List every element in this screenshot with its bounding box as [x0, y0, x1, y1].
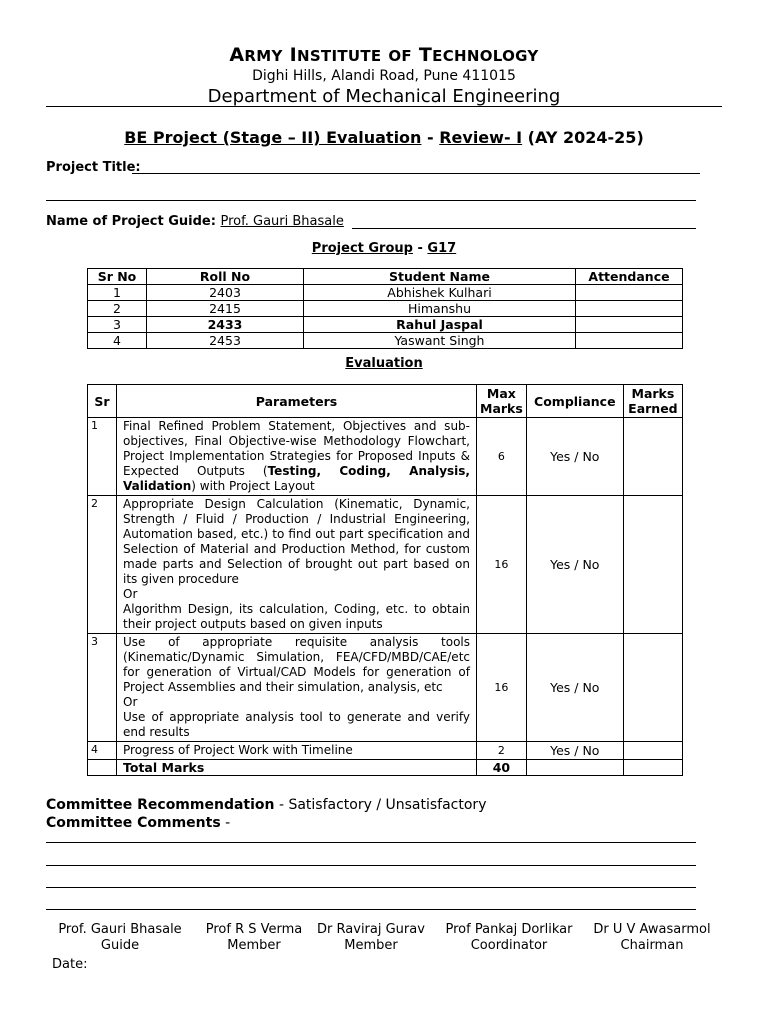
parameter-cell: Appropriate Design Calculation (Kinematic, Dynamic, Strength / Fluid / Production / Industrial Engineering, Automation based, etc.) to find out part specification and Selection of Material and Production Method, for custom made parts and Selection of brought out part based on its given procedure Or Algorithm Design, its calculation, Coding, etc. to obtain their project outputs based on given inputs: [117, 496, 477, 634]
eval-header-row: [88, 385, 683, 418]
attendance-cell[interactable]: [576, 301, 683, 317]
signature-chairman: Dr U V Awasarmol Chairman: [593, 922, 711, 953]
students-table: [87, 268, 683, 349]
sr-cell: 2: [88, 301, 147, 317]
max-marks-cell: 16: [477, 496, 527, 634]
parameter-cell: Final Refined Problem Statement, Objectives and sub-objectives, Final Objective-wise Methodology Flowchart, Project Implementation Strategies for Proposed Inputs & Expected Outputs (Testing, Coding, Analysis, Validation) with Project Layout: [117, 418, 477, 496]
project-title-label: Project Title:: [46, 160, 141, 175]
guide-line: [352, 228, 696, 229]
students-header-row: [88, 269, 683, 285]
project-title-line-1[interactable]: [132, 173, 700, 174]
roll-cell: 2453: [147, 333, 304, 349]
marks-earned-cell[interactable]: [623, 634, 682, 742]
max-marks-cell: 16: [477, 634, 527, 742]
sr-cell: 3: [88, 634, 117, 742]
compliance-cell[interactable]: Yes / No: [526, 496, 623, 634]
comments-line-4[interactable]: [46, 909, 696, 910]
name-cell: Rahul Jaspal: [304, 317, 576, 333]
total-value: 40: [477, 760, 527, 776]
roll-cell: 2433: [147, 317, 304, 333]
attendance-cell[interactable]: [576, 333, 683, 349]
name-cell: Himanshu: [304, 301, 576, 317]
marks-earned-cell[interactable]: [623, 496, 682, 634]
guide-label: Name of Project Guide:: [46, 214, 216, 229]
table-row: [88, 285, 683, 301]
compliance-cell[interactable]: Yes / No: [526, 742, 623, 760]
comments-line-2[interactable]: [46, 865, 696, 866]
comments-line-1[interactable]: [46, 842, 696, 843]
guide-value: Prof. Gauri Bhasale: [220, 214, 344, 229]
compliance-cell[interactable]: Yes / No: [526, 418, 623, 496]
institute-address: Dighi Hills, Alandi Road, Pune 411015: [252, 68, 516, 84]
parameter-cell: Use of appropriate requisite analysis tools (Kinematic/Dynamic Simulation, FEA/CFD/MBD/CAE/etc for generation of Virtual/CAD Models for generation of Project Assemblies and their simulation, analysis, etc Or Use of appropriate analysis tool to generate and verify end results: [117, 634, 477, 742]
roll-cell: 2403: [147, 285, 304, 301]
table-row: [88, 742, 683, 760]
col-parameters: Parameters: [117, 385, 477, 418]
max-marks-cell: 2: [477, 742, 527, 760]
parameter-cell: Progress of Project Work with Timeline: [117, 742, 477, 760]
evaluation-label: Evaluation: [345, 356, 423, 371]
signature-member-2: Dr Raviraj Gurav Member: [317, 922, 425, 953]
sr-cell: 4: [88, 333, 147, 349]
max-marks-cell: 6: [477, 418, 527, 496]
department-name: Department of Mechanical Engineering: [207, 86, 561, 107]
col-student-name: Student Name: [304, 269, 576, 285]
committee-comments: Committee Comments -: [46, 815, 231, 831]
table-row: [88, 418, 683, 496]
sr-cell: 1: [88, 418, 117, 496]
table-row: [88, 301, 683, 317]
header-divider: [46, 106, 722, 107]
col-attendance: Attendance: [576, 269, 683, 285]
project-group: Project Group - G17: [311, 241, 457, 256]
total-label: Total Marks: [117, 760, 477, 776]
col-sr: Sr: [88, 385, 117, 418]
table-row: [88, 634, 683, 742]
form-title: BE Project (Stage – II) Evaluation - Review- I (AY 2024-25): [124, 128, 644, 147]
table-row: [88, 317, 683, 333]
col-max-marks: Max Marks: [477, 385, 527, 418]
roll-cell: 2415: [147, 301, 304, 317]
col-roll-no: Roll No: [147, 269, 304, 285]
attendance-cell[interactable]: [576, 285, 683, 301]
project-title-line-2[interactable]: [46, 200, 696, 201]
name-cell: Yaswant Singh: [304, 333, 576, 349]
total-sr-cell: [88, 760, 117, 776]
comments-line-3[interactable]: [46, 887, 696, 888]
col-compliance: Compliance: [526, 385, 623, 418]
col-sr-no: Sr No: [88, 269, 147, 285]
sr-cell: 1: [88, 285, 147, 301]
sr-cell: 4: [88, 742, 117, 760]
committee-recommendation: Committee Recommendation - Satisfactory / Unsatisfactory: [46, 797, 487, 813]
marks-earned-cell[interactable]: [623, 742, 682, 760]
name-cell: Abhishek Kulhari: [304, 285, 576, 301]
col-marks-earned: Marks Earned: [623, 385, 682, 418]
evaluation-table: [87, 384, 683, 776]
compliance-cell[interactable]: Yes / No: [526, 634, 623, 742]
sr-cell: 2: [88, 496, 117, 634]
date-label: Date:: [52, 957, 88, 972]
table-row: [88, 496, 683, 634]
total-marks-earned-cell[interactable]: [623, 760, 682, 776]
total-row: [88, 760, 683, 776]
table-row: [88, 333, 683, 349]
attendance-cell[interactable]: [576, 317, 683, 333]
signature-guide: Prof. Gauri Bhasale Guide: [58, 922, 182, 953]
sr-cell: 3: [88, 317, 147, 333]
total-compliance-cell: [526, 760, 623, 776]
signature-member-1: Prof R S Verma Member: [205, 922, 303, 953]
institute-name: ARMY INSTITUTE OF TECHNOLOGY: [229, 44, 539, 66]
guide-row: [46, 214, 344, 229]
signature-coordinator: Prof Pankaj Dorlikar Coordinator: [445, 922, 573, 953]
marks-earned-cell[interactable]: [623, 418, 682, 496]
